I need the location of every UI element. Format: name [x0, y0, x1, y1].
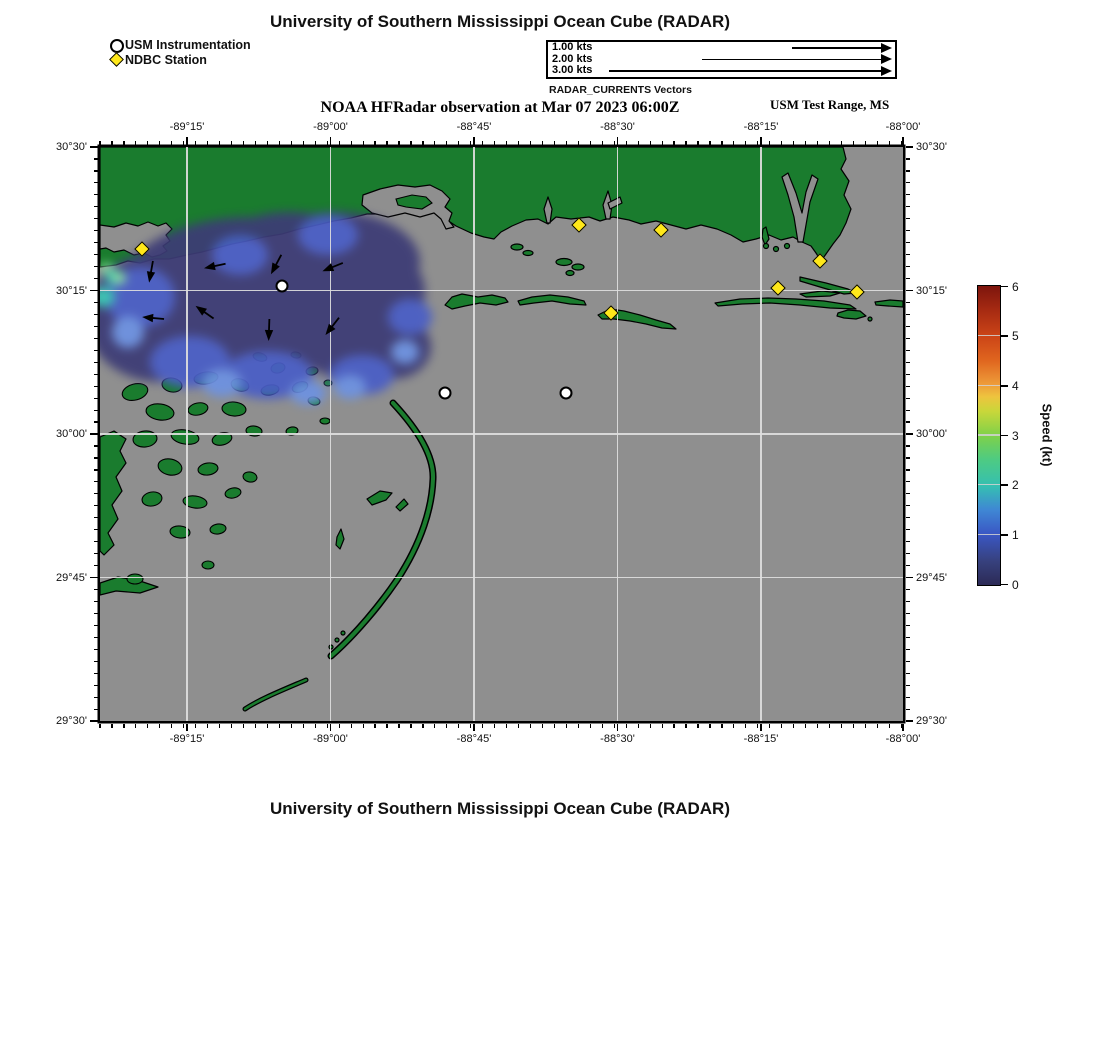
ndbc-station-marker — [571, 217, 587, 233]
vector-scale-row — [548, 42, 895, 54]
x-axis-ticks-bottom — [100, 724, 903, 732]
station-markers — [100, 147, 903, 721]
legend-label: NDBC Station — [125, 52, 207, 67]
x-axis-label: -89°15' — [169, 121, 205, 133]
colorbar-tick-label: 3 — [1012, 428, 1019, 443]
y-axis-label: 29°30' — [56, 715, 87, 727]
ndbc-station-marker — [134, 241, 150, 257]
x-axis-label: -88°00' — [885, 121, 921, 133]
y-axis-label: 30°30' — [916, 141, 947, 153]
x-axis-label: -89°00' — [313, 121, 348, 133]
colorbar-tick-label: 0 — [1012, 577, 1019, 592]
page-title: University of Southern Mississippi Ocean Cube (RADAR) — [269, 12, 730, 31]
x-axis-label: -89°00' — [313, 733, 348, 745]
x-axis-label: -88°15' — [743, 733, 779, 745]
vector-scale-label: 3.00 kts — [552, 64, 593, 77]
y-axis-label: 30°15' — [56, 284, 87, 297]
legend-item-usm — [110, 37, 251, 52]
colorbar-tick-label: 1 — [1012, 527, 1019, 542]
usm-instrumentation-marker — [276, 280, 289, 293]
y-axis-label: 29°45' — [916, 571, 947, 584]
x-axis-labels-top — [100, 121, 921, 135]
vector-scale-label: 1.00 kts — [552, 41, 593, 53]
x-axis-label: -88°15' — [743, 121, 779, 133]
x-axis-label: -89°15' — [169, 733, 205, 745]
y-axis-label: 30°00' — [56, 428, 87, 440]
ndbc-station-marker — [770, 280, 786, 296]
y-axis-label: 29°45' — [56, 571, 87, 584]
vector-scale-box — [546, 40, 897, 79]
map-canvas — [100, 147, 903, 721]
colorbar-tick-label: 4 — [1012, 378, 1019, 393]
legend-item-ndbc — [110, 52, 251, 67]
marker-legend — [110, 37, 251, 67]
y-axis-label: 30°00' — [916, 428, 947, 440]
colorbar — [977, 285, 1001, 586]
usm-instrumentation-marker — [439, 387, 452, 400]
vector-scale-row — [548, 54, 895, 66]
x-axis-label: -88°45' — [456, 121, 492, 133]
footer-title: University of Southern Mississippi Ocean Cube (RADAR) — [269, 799, 730, 818]
observation-subtitle: NOAA HFRadar observation at Mar 07 2023 06:00Z — [320, 99, 680, 116]
y-axis-ticks-left — [90, 147, 98, 721]
y-axis-label: 29°30' — [916, 715, 947, 727]
vector-scale-caption: RADAR_CURRENTS Vectors — [549, 84, 692, 96]
x-axis-label: -88°30' — [600, 121, 635, 133]
colorbar-tick-label: 2 — [1012, 478, 1019, 493]
legend-label: USM Instrumentation — [125, 37, 251, 52]
usm-circle-icon — [110, 39, 122, 51]
y-axis-labels-right — [916, 141, 966, 727]
colorbar-labels — [1012, 279, 1032, 592]
y-axis-ticks-right — [906, 147, 914, 721]
y-axis-label: 30°15' — [916, 284, 947, 297]
x-axis-label: -88°45' — [456, 733, 492, 745]
ndbc-station-marker — [653, 222, 669, 238]
usm-instrumentation-marker — [560, 387, 573, 400]
ndbc-diamond-icon — [110, 54, 122, 66]
y-axis-label: 30°30' — [56, 141, 87, 153]
y-axis-labels-left — [40, 141, 87, 727]
region-label: USM Test Range, MS — [770, 97, 890, 112]
ndbc-station-marker — [812, 253, 828, 269]
x-axis-ticks-top — [100, 137, 903, 145]
x-axis-label: -88°00' — [885, 733, 921, 745]
x-axis-label: -88°30' — [600, 733, 635, 745]
ndbc-station-marker — [849, 284, 865, 300]
colorbar-tick-label: 5 — [1012, 329, 1019, 344]
colorbar-ticks — [1001, 285, 1011, 586]
vector-scale-row — [548, 65, 895, 77]
vector-scale-label: 2.00 kts — [552, 52, 593, 65]
colorbar-tick-label: 6 — [1012, 279, 1019, 294]
x-axis-labels-bottom — [100, 733, 921, 747]
colorbar-title: Speed (kt) — [1039, 403, 1055, 467]
ndbc-station-marker — [603, 305, 619, 321]
